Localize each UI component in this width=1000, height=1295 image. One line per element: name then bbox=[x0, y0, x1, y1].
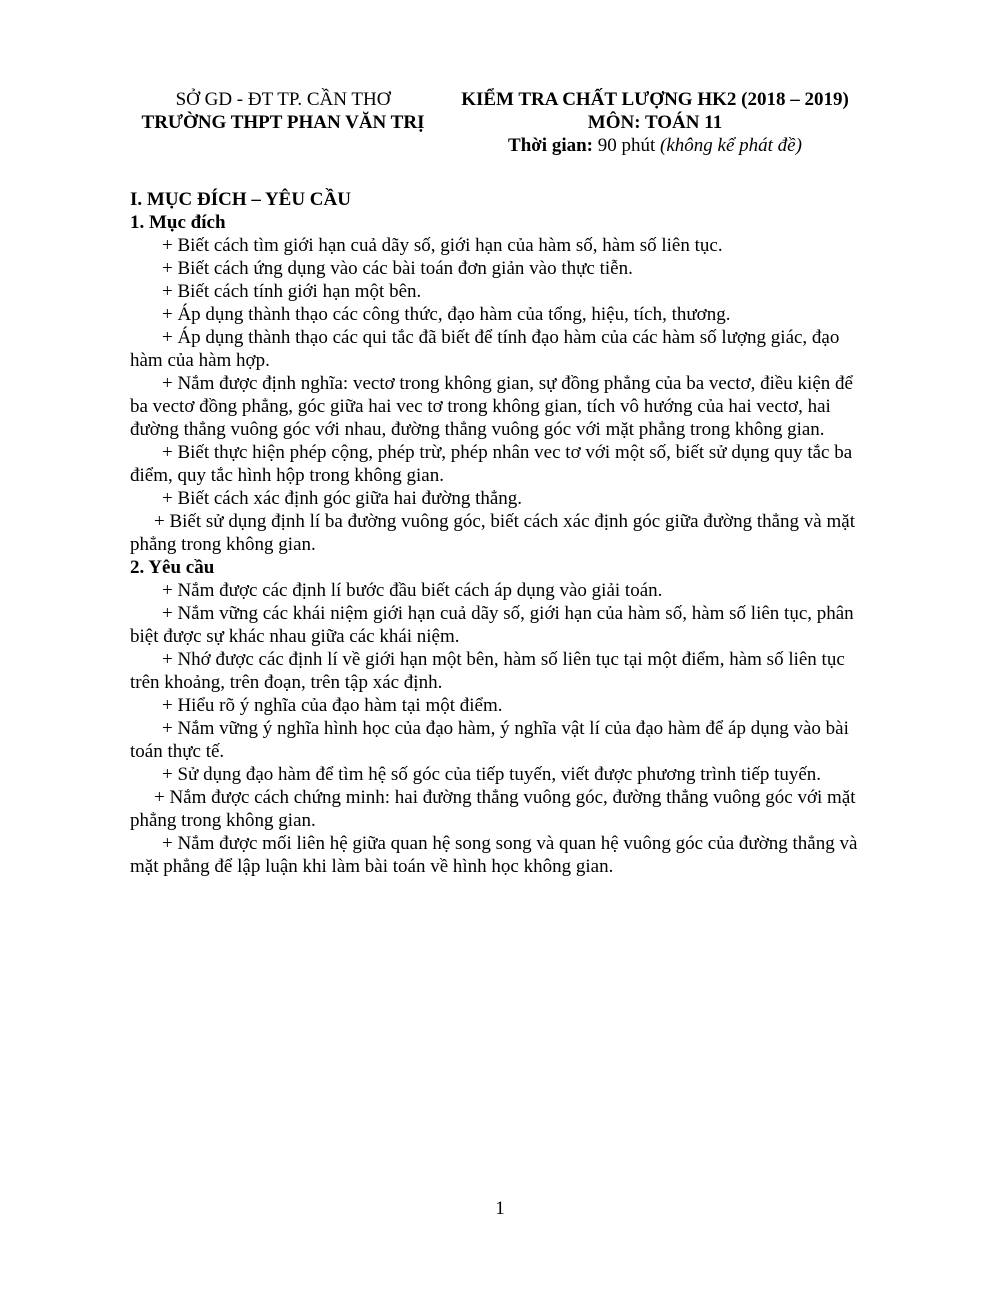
requirement-item: + Nắm được mối liên hệ giữa quan hệ song song và quan hệ vuông góc của đường thẳng và mặt phẳng để lập luận khi làm bài toán về hình học không gian. bbox=[130, 833, 858, 877]
requirement-item: + Nhớ được các định lí về giới hạn một bên, hàm số liên tục tại một điểm, hàm số liên tục trên khoảng, trên đoạn, trên tập xác định. bbox=[130, 649, 845, 693]
section-title: I. MỤC ĐÍCH – YÊU CẦU bbox=[130, 189, 351, 210]
department-name: SỞ GD - ĐT TP. CẦN THƠ bbox=[175, 89, 391, 110]
purpose-item: + Nắm được định nghĩa: vectơ trong không gian, sự đồng phẳng của ba vectơ, điều kiện để ba vectơ đồng phẳng, góc giữa hai vec tơ trong không gian, tích vô hướng của hai vectơ, hai đường thẳng vuông góc với nhau, đường thẳng vuông góc với mặt phẳng trong không gian. bbox=[130, 373, 853, 440]
requirement-item: + Nắm được các định lí bước đầu biết cách áp dụng vào giải toán. bbox=[162, 580, 663, 601]
requirement-item: + Sử dụng đạo hàm để tìm hệ số góc của tiếp tuyến, viết được phương trình tiếp tuyến. bbox=[162, 764, 822, 785]
purpose-item: + Biết cách tìm giới hạn cuả dãy số, giới hạn của hàm số, hàm số liên tục. bbox=[162, 235, 723, 256]
school-name: TRƯỜNG THPT PHAN VĂN TRỊ bbox=[141, 112, 425, 133]
purpose-item: + Biết cách tính giới hạn một bên. bbox=[162, 281, 422, 302]
subject-title: MÔN: TOÁN 11 bbox=[587, 112, 723, 133]
exam-time bbox=[440, 134, 870, 157]
purpose-item: + Biết thực hiện phép cộng, phép trừ, phép nhân vec tơ với một số, biết sử dụng quy tắc ba điểm, quy tắc hình hộp trong không gian. bbox=[130, 442, 853, 486]
time-label: Thời gian: bbox=[508, 135, 593, 156]
time-value: 90 phút bbox=[593, 135, 661, 156]
requirement-item: + Nắm được cách chứng minh: hai đường thẳng vuông góc, đường thẳng vuông góc với mặt phẳng trong không gian. bbox=[130, 787, 856, 831]
purpose-item: + Biết cách xác định góc giữa hai đường thẳng. bbox=[162, 488, 523, 509]
purpose-item: + Biết cách ứng dụng vào các bài toán đơn giản vào thực tiễn. bbox=[162, 258, 633, 279]
purpose-item: + Áp dụng thành thạo các qui tắc đã biết để tính đạo hàm của các hàm số lượng giác, đạo hàm của hàm hợp. bbox=[130, 327, 840, 371]
document-body bbox=[130, 188, 875, 878]
time-note: (không kể phát đề) bbox=[660, 135, 802, 156]
requirement-item: + Hiểu rõ ý nghĩa của đạo hàm tại một điểm. bbox=[162, 695, 503, 716]
requirements-title: 2. Yêu cầu bbox=[130, 557, 215, 578]
purpose-item: + Áp dụng thành thạo các công thức, đạo hàm của tổng, hiệu, tích, thương. bbox=[162, 304, 731, 325]
exam-header bbox=[440, 88, 870, 157]
purpose-title: 1. Mục đích bbox=[130, 212, 226, 233]
exam-title: KIỂM TRA CHẤT LƯỢNG HK2 (2018 – 2019) bbox=[461, 89, 849, 110]
page-number: 1 bbox=[495, 1198, 505, 1219]
purpose-item: + Biết sử dụng định lí ba đường vuông góc, biết cách xác định góc giữa đường thẳng và mặt phẳng trong không gian. bbox=[130, 511, 855, 555]
school-header bbox=[128, 88, 438, 134]
requirement-item: + Nắm vững ý nghĩa hình học của đạo hàm, ý nghĩa vật lí của đạo hàm để áp dụng vào bài toán thực tế. bbox=[130, 718, 849, 762]
requirement-item: + Nắm vững các khái niệm giới hạn cuả dãy số, giới hạn của hàm số, hàm số liên tục, phân biệt được sự khác nhau giữa các khái niệm. bbox=[130, 603, 854, 647]
